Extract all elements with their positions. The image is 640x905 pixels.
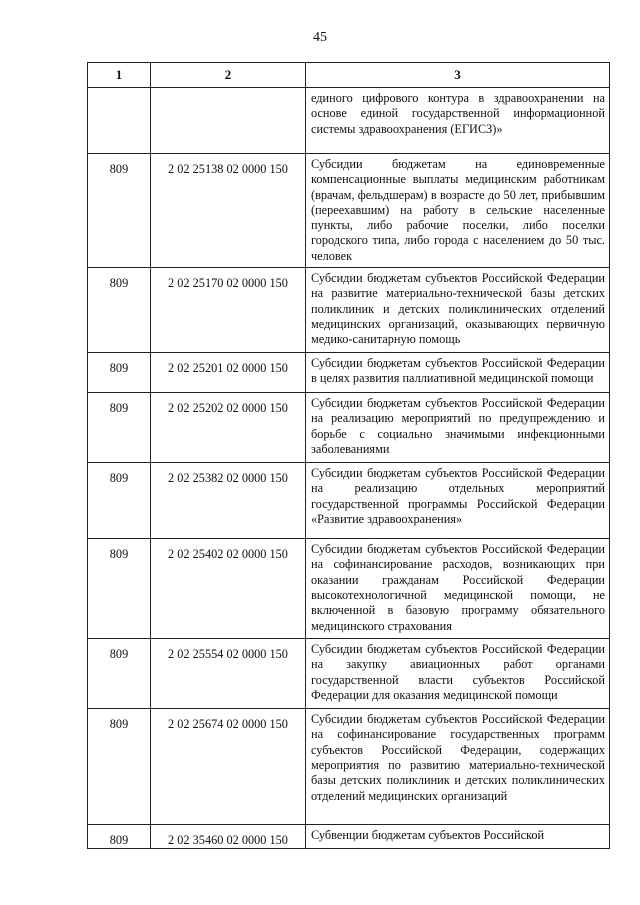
description-cell: Субсидии бюджетам субъектов Российской Федерации на софинансирование государственных программ субъектов Российской Федерации, содержащих мероприятия по развитию материально-технической базы детских поликлиник и детских поликлинических отделений медицинских организаций [306,709,610,825]
admin-code-cell: 809 [88,268,151,353]
table-row [88,154,610,268]
admin-code-cell: 809 [88,825,151,849]
budget-code-cell: 2 02 25202 02 0000 150 [151,393,306,463]
description-cell: Субвенции бюджетам субъектов Российской [306,825,610,849]
table-row [88,353,610,393]
admin-code-cell: 809 [88,639,151,709]
budget-code-cell: 2 02 25170 02 0000 150 [151,268,306,353]
description-cell: единого цифрового контура в здравоохранении на основе единой государственной информационной системы здравоохранения (ЕГИСЗ)» [306,88,610,154]
admin-code-cell: 809 [88,539,151,639]
budget-code-cell: 2 02 25402 02 0000 150 [151,539,306,639]
table-row [88,639,610,709]
description-cell: Субсидии бюджетам субъектов Российской Федерации на закупку авиационных работ органами государственной власти субъектов Российской Федерации для оказания медицинской помощи [306,639,610,709]
table-row [88,463,610,539]
description-cell: Субсидии бюджетам субъектов Российской Федерации на реализацию мероприятий по предупреждению и борьбе с социально значимыми инфекционными заболеваниями [306,393,610,463]
column-header-2: 2 [151,63,306,88]
description-cell: Субсидии бюджетам субъектов Российской Федерации на софинансирование расходов, возникающих при оказании гражданам Российской Федерации высокотехнологичной медицинской помощи, не включенной в базовую программу обязательного медицинского страхования [306,539,610,639]
budget-code-cell: 2 02 25554 02 0000 150 [151,639,306,709]
table-row [88,88,610,154]
admin-code-cell: 809 [88,393,151,463]
admin-code-cell: 809 [88,353,151,393]
budget-code-cell: 2 02 35460 02 0000 150 [151,825,306,849]
description-cell: Субсидии бюджетам субъектов Российской Федерации в целях развития паллиативной медицинской помощи [306,353,610,393]
budget-code-cell: 2 02 25674 02 0000 150 [151,709,306,825]
description-cell: Субсидии бюджетам субъектов Российской Федерации на реализацию отдельных мероприятий государственной программы Российской Федерации «Развитие здравоохранения» [306,463,610,539]
column-header-3: 3 [306,63,610,88]
admin-code-cell: 809 [88,154,151,268]
admin-code-cell: 809 [88,463,151,539]
page-number: 45 [313,30,327,45]
description-cell: Субсидии бюджетам на единовременные компенсационные выплаты медицинским работникам (врачам, фельдшерам) в возрасте до 50 лет, прибывшим (переехавшим) на работу в сельские населенные пункты, либо рабочие поселки, либо поселки городского типа, либо города с населением до 50 тыс. человек [306,154,610,268]
table-row [88,709,610,825]
revenue-codes-table [87,62,610,849]
admin-code-cell: 809 [88,709,151,825]
budget-code-cell: 2 02 25138 02 0000 150 [151,154,306,268]
column-header-1: 1 [88,63,151,88]
table-row [88,393,610,463]
table-row [88,268,610,353]
budget-code-cell: 2 02 25201 02 0000 150 [151,353,306,393]
description-cell: Субсидии бюджетам субъектов Российской Федерации на развитие материально-технической базы детских поликлиник и детских поликлинических отделений медицинских организаций, оказывающих первичную медико-санитарную помощь [306,268,610,353]
budget-code-cell [151,88,306,154]
table-row [88,539,610,639]
table-row [88,825,610,849]
admin-code-cell [88,88,151,154]
table-header-row [88,63,610,88]
budget-code-cell: 2 02 25382 02 0000 150 [151,463,306,539]
